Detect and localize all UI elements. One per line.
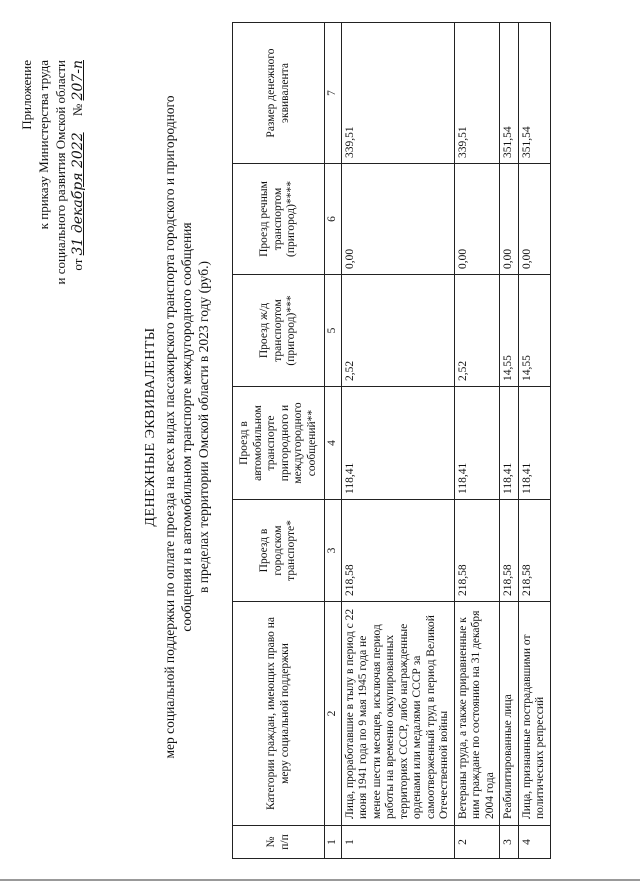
- row-auto-value: 118,41: [454, 387, 500, 500]
- row-total-value: 339,51: [341, 23, 454, 164]
- header-river: Проезд речным транспортом (пригород)****: [233, 164, 325, 275]
- document-title: ДЕНЕЖНЫЕ ЭКВИВАЛЕНТЫ: [143, 327, 158, 527]
- row-auto-value: 118,41: [341, 387, 454, 500]
- index-cell: 7: [325, 23, 342, 164]
- row-auto-value: 118,41: [518, 387, 550, 500]
- appendix-order-line: к приказу Министерства труда: [36, 60, 51, 230]
- row-rail-value: 2,52: [454, 275, 500, 387]
- row-total-value: 351,54: [518, 23, 550, 164]
- header-auto: Проезд в автомобильном транспорте пригородного и междугородного сообщений**: [233, 387, 325, 500]
- appendix-title: Приложение: [19, 60, 34, 130]
- row-number: 4: [518, 826, 550, 859]
- index-cell: 5: [325, 275, 342, 387]
- header-category: Категории граждан, имеющих право на меру социальной поддержки: [233, 602, 325, 826]
- heading-line-1: мер социальной поддержки по оплате проезда на всех видах пассажирского транспорта городского и пригородного: [162, 95, 177, 759]
- row-category: Лица, признанные пострадавшими от политических репрессий: [518, 602, 550, 826]
- row-number: 1: [341, 826, 454, 859]
- row-number: 3: [500, 826, 519, 859]
- row-river-value: 0,00: [500, 164, 519, 275]
- row-number: 2: [454, 826, 500, 859]
- appendix-ministry-line: и социального развития Омской области: [53, 60, 68, 285]
- row-auto-value: 118,41: [500, 387, 519, 500]
- row-river-value: 0,00: [518, 164, 550, 275]
- row-total-value: 351,54: [500, 23, 519, 164]
- handwritten-number: 207-п: [70, 60, 86, 101]
- appendix-from-prefix: от: [70, 258, 85, 271]
- row-rail-value: 14,55: [518, 275, 550, 387]
- header-city: Проезд в городском транспорте*: [233, 500, 325, 602]
- row-category: Реабилитированные лица: [500, 602, 519, 826]
- header-total: Размер денежного эквивалента: [233, 23, 325, 164]
- row-total-value: 339,51: [454, 23, 500, 164]
- row-rail-value: 2,52: [341, 275, 454, 387]
- index-cell: 3: [325, 500, 342, 602]
- row-category: Лица, проработавшие в тылу в период с 22 июня 1941 года по 9 мая 1945 года не менее шести месяцев, исключая период работы на временно оккупированных территориях СССР, либо награжденные орденами или медалями СССР за самоотверженный труд в период Великой Отечественной войны: [341, 602, 454, 826]
- row-rail-value: 14,55: [500, 275, 519, 387]
- row-category: Ветераны труда, а также приравненные к ним граждане по состоянию на 31 декабря 2004 года: [454, 602, 500, 826]
- header-num: № п/п: [233, 826, 325, 859]
- index-cell: 1: [325, 826, 342, 859]
- index-cell: 6: [325, 164, 342, 275]
- index-cell: 4: [325, 387, 342, 500]
- heading-line-2: сообщения и в автомобильном транспорте междугородного сообщения: [179, 222, 194, 632]
- row-river-value: 0,00: [341, 164, 454, 275]
- row-river-value: 0,00: [454, 164, 500, 275]
- handwritten-date: 31 декабря 2022: [70, 132, 86, 256]
- header-rail: Проезд ж/д транспортом (пригород)***: [233, 275, 325, 387]
- row-city-value: 218,58: [454, 500, 500, 602]
- row-city-value: 218,58: [518, 500, 550, 602]
- heading-line-3: в пределах территории Омской области в 2023 году (руб.): [196, 261, 211, 593]
- row-city-value: 218,58: [500, 500, 519, 602]
- row-city-value: 218,58: [341, 500, 454, 602]
- appendix-number-label: №: [70, 103, 85, 117]
- index-cell: 2: [325, 602, 342, 826]
